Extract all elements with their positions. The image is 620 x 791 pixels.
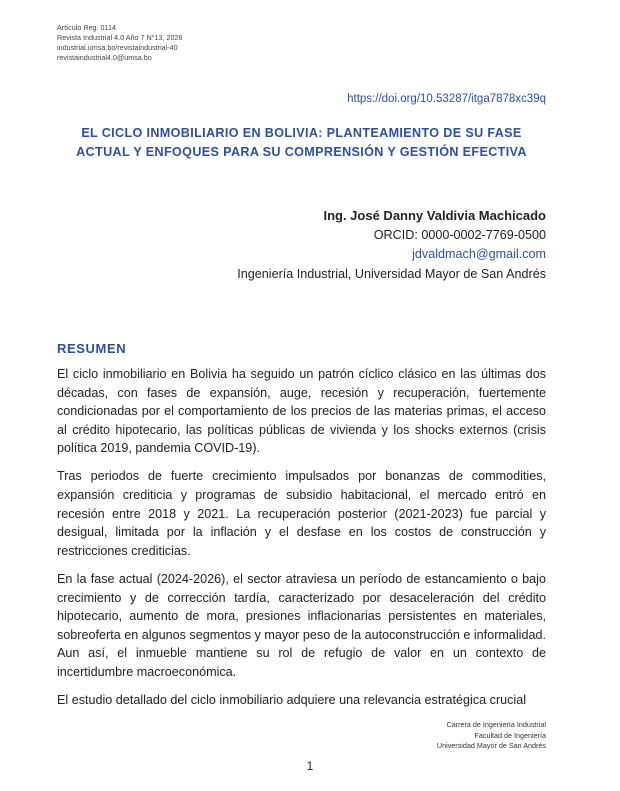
footer-career: Carrera de Ingeniería Industrial (446, 720, 546, 729)
abstract-paragraph: En la fase actual (2024-2026), el sector atraviesa un período de estancamiento o bajo crecimiento y de corrección tardía, caracterizado por desaceleración del crédito hipotecario, aumento de mora, presiones inflacionarias persistentes en materiales, sobreoferta en algunos segmentos y mayor peso de la autoconstrucción e informalidad. Aun así, el inmueble mantiene su rol de refugio de valor en un contexto de incertidumbre macroeconómica. (57, 571, 546, 679)
page-number: 1 (306, 759, 314, 773)
author-email-link[interactable]: jdvaldmach@gmail.com (412, 247, 546, 261)
journal-header (57, 23, 183, 63)
footer-institution (437, 720, 546, 752)
abstract-heading: RESUMEN (57, 341, 127, 356)
article-registration: Artículo Reg. 0114 (57, 23, 116, 32)
author-block (237, 206, 546, 284)
footer-faculty: Facultad de Ingeniería (474, 730, 546, 740)
journal-email: revistaindustrial4.0@umsa.bo (57, 53, 152, 62)
abstract-paragraph: El ciclo inmobiliario en Bolivia ha seguido un patrón cíclico clásico en las últimas dos décadas, con fases de expansión, auge, recesión y recuperación, fuertemente condicionadas por el comportamiento de los precios de las materias primas, el acceso al crédito hipotecario, las políticas públicas de vivienda y los shocks externos (crisis política 2019, pandemia COVID-19). (57, 367, 546, 456)
author-orcid: ORCID: 0000-0002-7769-0500 (373, 227, 546, 242)
journal-issue: Revista Industrial 4.0 Año 7 N°13, 2026 (57, 33, 183, 42)
footer-university: Universidad Mayor de San Andrés (436, 741, 546, 750)
paper-title: EL CICLO INMOBILIARIO EN BOLIVIA: PLANTEAMIENTO DE SU FASE ACTUAL Y ENFOQUES PARA SU COMPRENSIÓN Y GESTIÓN EFECTIVA (76, 126, 527, 159)
abstract-body (57, 365, 546, 719)
abstract-paragraph: El estudio detallado del ciclo inmobiliario adquiere una relevancia estratégica crucial (57, 693, 527, 707)
doi-link[interactable]: https://doi.org/10.53287/itga7878xc39q (347, 93, 546, 105)
author-name: Ing. José Danny Valdivia Machicado (323, 208, 546, 223)
journal-website: industrial.umsa.bo/revistaindustrial-40 (57, 43, 178, 52)
author-affiliation: Ingeniería Industrial, Universidad Mayor de San Andrés (237, 266, 546, 281)
abstract-paragraph: Tras periodos de fuerte crecimiento impulsados por bonanzas de commodities, expansión crediticia y programas de subsidio habitacional, el mercado entró en recesión entre 2018 y 2021. La recuperación posterior (2021-2023) fue parcial y desigual, limitada por la inflación y el desfase en los costos de construcción y restricciones crediticias. (57, 469, 546, 558)
